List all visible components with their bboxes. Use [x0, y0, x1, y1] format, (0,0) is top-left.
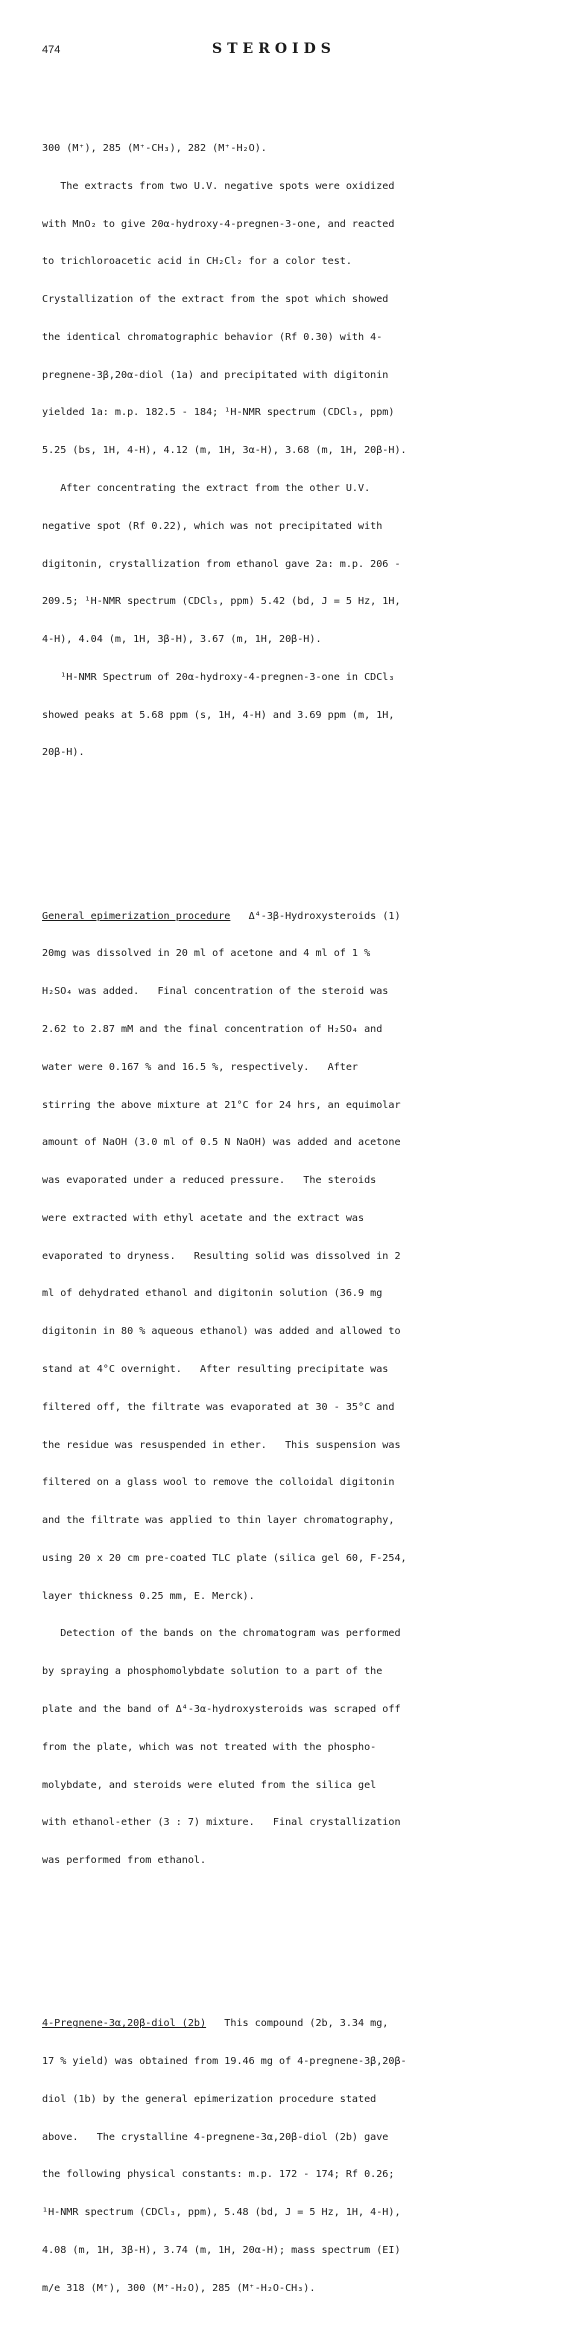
text-fragment: This compound (2b, 3.34 mg, — [206, 2018, 389, 2030]
article-body — [42, 80, 552, 2346]
text-line: negative spot (Rf 0.22), which was not precipitated with — [42, 520, 383, 532]
text-line: layer thickness 0.25 mm, E. Merck). — [42, 1590, 255, 1602]
text-line: H₂SO₄ was added. Final concentration of the steroid was — [42, 986, 389, 998]
text-line: evaporated to dryness. Resulting solid was dissolved in 2 — [42, 1250, 401, 1262]
text-line: molybdate, and steroids were eluted from the silica gel — [42, 1779, 377, 1791]
text-line: 2.62 to 2.87 mM and the final concentration of H₂SO₄ and — [42, 1023, 383, 1035]
page-header — [42, 41, 542, 64]
paragraph-compound-2b — [42, 1993, 552, 2320]
text-line: amount of NaOH (3.0 ml of 0.5 N NaOH) was added and acetone — [42, 1137, 401, 1149]
text-line: 4.08 (m, 1H, 3β-H), 3.74 (m, 1H, 20α-H); mass spectrum (EI) — [42, 2244, 401, 2256]
text-line: filtered on a glass wool to remove the colloidal digitonin — [42, 1477, 395, 1489]
text-line: digitonin in 80 % aqueous ethanol) was added and allowed to — [42, 1326, 401, 1338]
text-line: ¹H-NMR spectrum (CDCl₃, ppm), 5.48 (bd, J = 5 Hz, 1H, 4-H), — [42, 2207, 401, 2219]
text-line: 20mg was dissolved in 20 ml of acetone and 4 ml of 1 % — [42, 948, 371, 960]
text-line: stirring the above mixture at 21°C for 24 hrs, an equimolar — [42, 1099, 401, 1111]
text-line: The extracts from two U.V. negative spots were oxidized — [42, 180, 395, 192]
text-line: to trichloroacetic acid in CH₂Cl₂ for a color test. — [42, 256, 352, 268]
text-line: 20β-H). — [42, 747, 85, 759]
text-line — [42, 911, 552, 924]
text-line: and the filtrate was applied to thin layer chromatography, — [42, 1515, 395, 1527]
text-line: 300 (M⁺), 285 (M⁺-CH₃), 282 (M⁺-H₂O). — [42, 142, 267, 154]
text-line: 209.5; ¹H-NMR spectrum (CDCl₃, ppm) 5.42 (bd, J = 5 Hz, 1H, — [42, 596, 401, 608]
text-line: After concentrating the extract from the other U.V. — [42, 483, 371, 494]
text-line: were extracted with ethyl acetate and the extract was — [42, 1212, 365, 1224]
page-number: 474 — [42, 44, 61, 56]
text-line: by spraying a phosphomolybdate solution to a part of the — [42, 1666, 383, 1678]
text-fragment: Δ⁴-3β-Hydroxysteroids (1) — [230, 910, 401, 922]
text-line: the following physical constants: m.p. 172 - 174; Rf 0.26; — [42, 2169, 395, 2181]
text-line — [42, 2018, 552, 2031]
text-line: showed peaks at 5.68 ppm (s, 1H, 4-H) and 3.69 ppm (m, 1H, — [42, 709, 395, 721]
text-line: water were 0.167 % and 16.5 %, respectively. After — [42, 1061, 359, 1073]
paragraph-general-procedure — [42, 885, 552, 1893]
journal-title: STEROIDS — [212, 41, 336, 57]
section-heading: General epimerization procedure — [42, 910, 231, 922]
text-line: Detection of the bands on the chromatogram was performed — [42, 1628, 401, 1640]
section-heading: 4-Pregnene-3α,20β-diol (2b) — [42, 2018, 207, 2030]
text-line: m/e 318 (M⁺), 300 (M⁺-H₂O), 285 (M⁺-H₂O-CH₃). — [42, 2282, 316, 2294]
text-line: from the plate, which was not treated with the phospho- — [42, 1741, 377, 1753]
text-line: with ethanol-ether (3 : 7) mixture. Final crystallization — [42, 1817, 401, 1829]
text-line: ml of dehydrated ethanol and digitonin solution (36.9 mg — [42, 1288, 383, 1300]
text-line: stand at 4°C overnight. After resulting precipitate was — [42, 1363, 389, 1375]
text-line: with MnO₂ to give 20α-hydroxy-4-pregnen-3-one, and reacted — [42, 218, 395, 230]
text-line: ¹H-NMR Spectrum of 20α-hydroxy-4-pregnen-3-one in CDCl₃ — [42, 671, 395, 683]
text-line: was performed from ethanol. — [42, 1855, 207, 1867]
text-line: pregnene-3β,20α-diol (1a) and precipitated with digitonin — [42, 369, 389, 381]
text-line: digitonin, crystallization from ethanol gave 2a: m.p. 206 - — [42, 558, 401, 570]
text-line: 5.25 (bs, 1H, 4-H), 4.12 (m, 1H, 3α-H), 3.68 (m, 1H, 20β-H). — [42, 445, 407, 457]
text-line: diol (1b) by the general epimerization procedure stated — [42, 2093, 377, 2105]
text-line: the residue was resuspended in ether. This suspension was — [42, 1439, 401, 1451]
text-line: yielded 1a: m.p. 182.5 - 184; ¹H-NMR spectrum (CDCl₃, ppm) — [42, 407, 395, 419]
text-line: was evaporated under a reduced pressure. The steroids — [42, 1175, 377, 1187]
text-line: 17 % yield) was obtained from 19.46 mg of 4-pregnene-3β,20β- — [42, 2056, 407, 2068]
text-line: above. The crystalline 4-pregnene-3α,20β-diol (2b) gave — [42, 2131, 389, 2143]
text-line: using 20 x 20 cm pre-coated TLC plate (silica gel 60, F-254, — [42, 1552, 407, 1564]
text-line: Crystallization of the extract from the spot which showed — [42, 294, 389, 306]
text-line: filtered off, the filtrate was evaporated at 30 - 35°C and — [42, 1401, 395, 1413]
paragraph-results — [42, 118, 552, 785]
text-line: plate and the band of Δ⁴-3α-hydroxysteroids was scraped off — [42, 1704, 401, 1715]
text-line: 4-H), 4.04 (m, 1H, 3β-H), 3.67 (m, 1H, 20β-H). — [42, 634, 322, 646]
text-line: the identical chromatographic behavior (Rf 0.30) with 4- — [42, 331, 383, 343]
